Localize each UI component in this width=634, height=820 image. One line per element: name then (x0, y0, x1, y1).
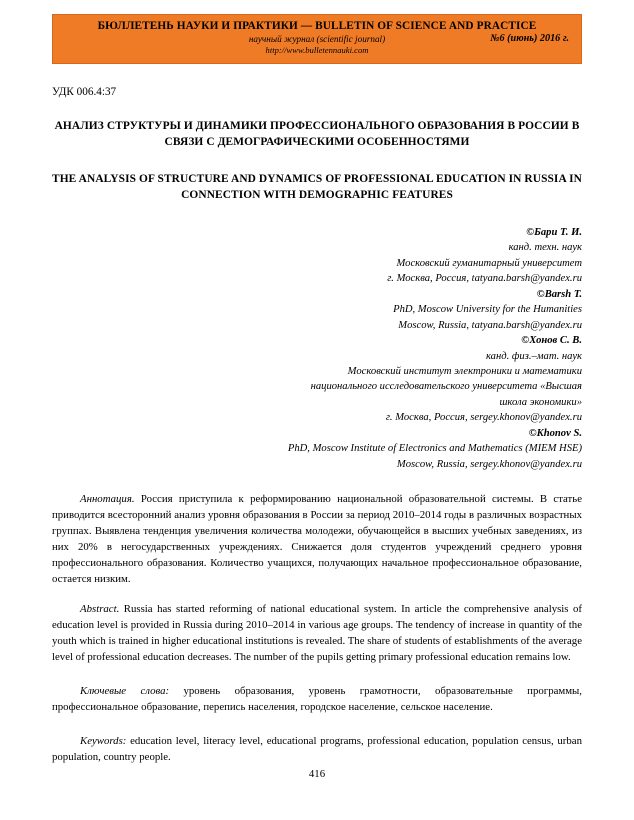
author-contact-line: Moscow, Russia, sergey.khonov@yandex.ru (396, 458, 582, 470)
authors-block (52, 225, 582, 472)
journal-issue: №6 (июнь) 2016 г. (490, 33, 569, 45)
author-affiliation-line: Московский гуманитарный университет (396, 257, 582, 269)
journal-subtitle: научный журнал (scientific journal) (248, 34, 386, 45)
journal-url[interactable]: http://www.bulletennauki.com (265, 45, 369, 56)
author-name: ©Barsh T. (536, 288, 582, 300)
abstract-ru-text: Россия приступила к реформированию национальной образовательной системы. В статье приводится всесторонний анализ уровня образования в России за период 2010–2014 годы в различных возрастных группах. Выявлена тенденция увеличения количества молодежи, обучающейся в высших учебных заведениях, из них 20% в негосударственных учреждениях. Снижается доля студентов учреждений среднего уровня профессионального образования. Количество учащихся, получающих начальное профессиональное образование, остается низким. (52, 493, 582, 586)
article-title-ru: АНАЛИЗ СТРУКТУРЫ И ДИНАМИКИ ПРОФЕССИОНАЛЬНОГО ОБРАЗОВАНИЯ В РОССИИ В СВЯЗИ С ДЕМОГРАФИЧЕСКИМИ ОСОБЕННОСТЯМИ (54, 120, 580, 149)
author-entry (52, 287, 582, 333)
keywords-en-text: education level, literacy level, educational programs, professional education, population census, urban population, country people. (52, 734, 582, 763)
author-contact-line: Moscow, Russia, tatyana.barsh@yandex.ru (398, 319, 582, 331)
author-affiliation-line: канд. техн. наук (508, 242, 582, 254)
journal-title: БЮЛЛЕТЕНЬ НАУКИ И ПРАКТИКИ — BULLETIN OF SCIENCE AND PRACTICE (97, 20, 537, 32)
keywords-en-label: Keywords: (80, 734, 127, 747)
abstract-ru (52, 492, 582, 588)
author-entry (52, 333, 582, 426)
author-affiliation-line: PhD, Moscow University for the Humanities (393, 304, 582, 316)
author-entry (52, 426, 582, 472)
author-entry (52, 225, 582, 287)
author-name: ©Хонов С. В. (521, 335, 582, 347)
author-affiliation-line: PhD, Moscow Institute of Electronics and Mathematics (MIEM HSE) (287, 443, 582, 455)
author-contact-line: г. Москва, Россия, sergey.khonov@yandex.ru (385, 412, 582, 424)
abstract-ru-label: Аннотация. (80, 493, 135, 506)
author-contact-line: г. Москва, Россия, tatyana.barsh@yandex.ru (387, 273, 582, 285)
abstract-en (52, 602, 582, 666)
author-affiliation-line: национального исследовательского университета «Высшая (310, 381, 582, 393)
keywords-ru-text: уровень образования, уровень грамотности, образовательные программы, профессиональное образование, перепись населения, городское население, сельское население. (52, 684, 582, 713)
abstract-en-label: Abstract. (80, 603, 120, 615)
abstract-en-text: Russia has started reforming of national educational system. In article the comprehensive analysis of education level is provided in Russia during 2010–2014 in various age groups. The tendency of increase in quantity of the youth which is trained in higher educational institutions is revealed. The share of students of establishments of the average level of professional education decreases. The number of the pupils getting primary professional education remains low. (52, 603, 582, 663)
author-affiliation-line: канд. физ.–мат. наук (485, 350, 582, 362)
author-name: ©Бари Т. И. (526, 226, 582, 238)
keywords-en (52, 734, 582, 766)
journal-header-banner (52, 14, 582, 64)
article-title-en: THE ANALYSIS OF STRUCTURE AND DYNAMICS OF PROFESSIONAL EDUCATION IN RUSSIA IN CONNECTION WITH DEMOGRAPHIC FEATURES (52, 172, 582, 201)
author-name: ©Khonov S. (528, 427, 582, 439)
keywords-ru-label: Ключевые слова: (80, 684, 170, 697)
udc-code: УДК 006.4:37 (52, 86, 117, 99)
keywords-ru (52, 684, 582, 716)
page-number: 416 (308, 768, 326, 780)
author-affiliation-line: школа экономики» (499, 396, 582, 408)
author-affiliation-line: Московский институт электроники и математики (347, 366, 582, 378)
